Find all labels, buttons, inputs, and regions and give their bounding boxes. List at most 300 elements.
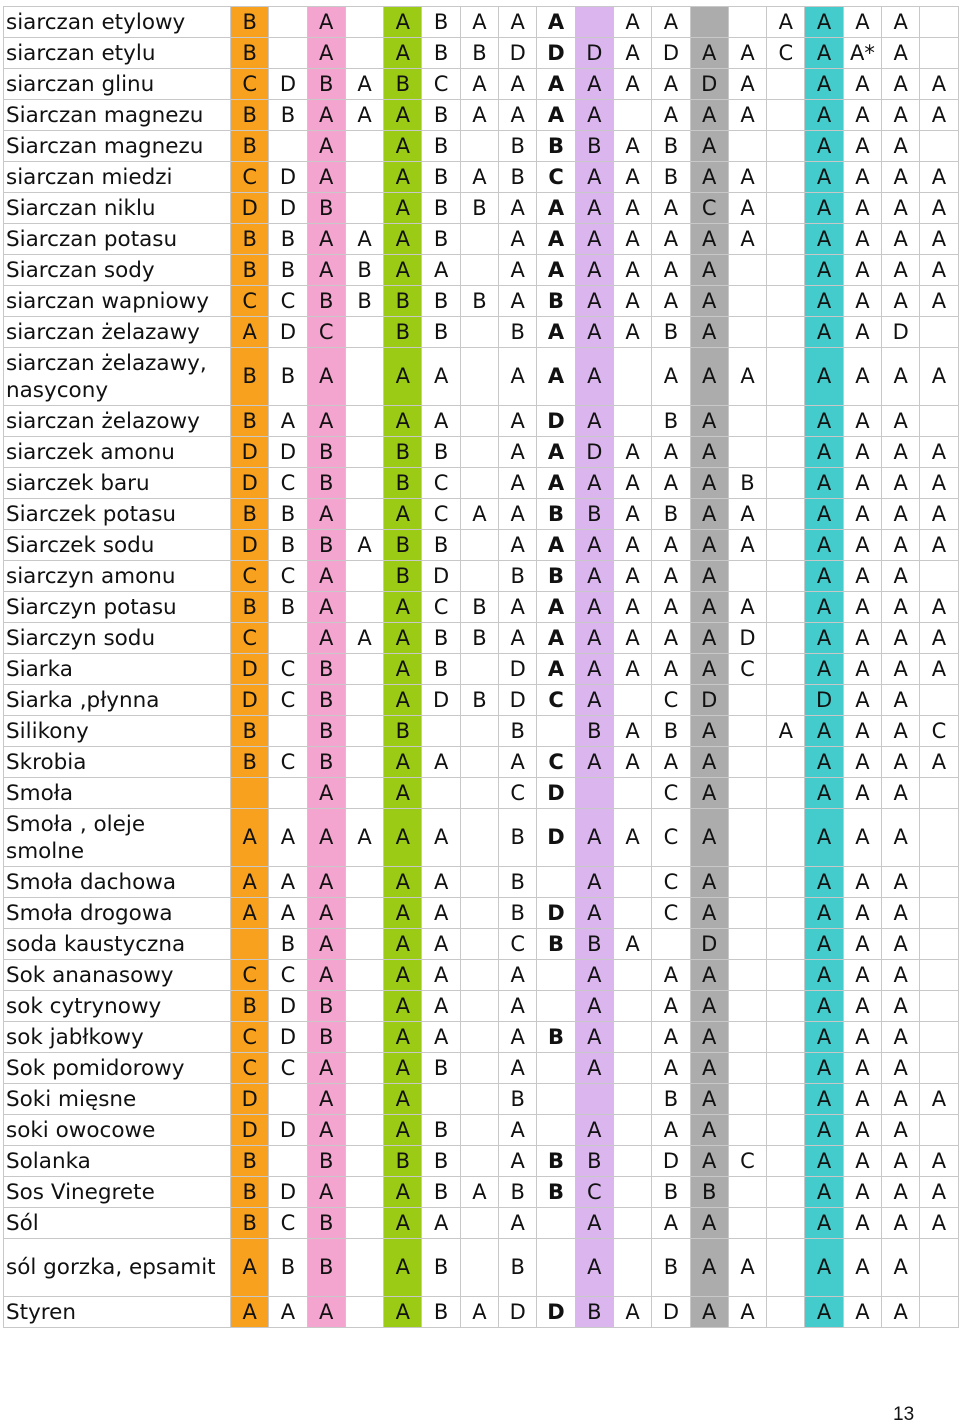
rating-cell [460, 654, 498, 685]
rating-cell: A [575, 991, 613, 1022]
rating-cell [345, 960, 383, 991]
rating-cell: D [499, 654, 537, 685]
rating-cell: B [307, 530, 345, 561]
page-number: 13 [893, 1404, 915, 1425]
rating-cell [728, 317, 766, 348]
rating-cell: A [575, 1239, 613, 1297]
rating-cell: B [460, 193, 498, 224]
rating-cell: A [652, 623, 690, 654]
substance-name: siarczek amonu [4, 437, 231, 468]
rating-cell: C [269, 960, 307, 991]
rating-cell: A [652, 991, 690, 1022]
substance-name: Siarczyn potasu [4, 592, 231, 623]
rating-cell [345, 1022, 383, 1053]
rating-cell: A [613, 561, 651, 592]
rating-cell [728, 561, 766, 592]
rating-cell: A [575, 348, 613, 406]
rating-cell [345, 1146, 383, 1177]
rating-cell: A [767, 716, 805, 747]
rating-cell: A [805, 317, 843, 348]
rating-cell: A [384, 867, 422, 898]
rating-cell [231, 929, 269, 960]
rating-cell: A [805, 38, 843, 69]
rating-cell: D [652, 1146, 690, 1177]
rating-cell: A [537, 255, 575, 286]
rating-cell: A [575, 867, 613, 898]
rating-cell: A [728, 224, 766, 255]
rating-cell: B [460, 685, 498, 716]
rating-cell: A [652, 468, 690, 499]
rating-cell: A [613, 193, 651, 224]
rating-cell [460, 348, 498, 406]
table-row [4, 929, 959, 960]
substance-name: siarczan żelazawy [4, 317, 231, 348]
rating-cell: A [231, 317, 269, 348]
rating-cell: A [422, 960, 460, 991]
rating-cell: A [307, 561, 345, 592]
rating-cell: B [231, 7, 269, 38]
rating-cell: A [345, 809, 383, 867]
rating-cell: B [307, 468, 345, 499]
rating-cell: B [652, 1239, 690, 1297]
rating-cell: B [269, 929, 307, 960]
rating-cell: A [613, 592, 651, 623]
rating-cell: B [422, 654, 460, 685]
rating-cell: A [384, 499, 422, 530]
rating-cell: A [575, 747, 613, 778]
rating-cell [767, 809, 805, 867]
rating-cell [460, 131, 498, 162]
rating-cell: C [269, 286, 307, 317]
rating-cell: A [805, 468, 843, 499]
rating-cell: A [384, 1239, 422, 1297]
rating-cell: B [728, 468, 766, 499]
rating-cell: A [728, 1297, 766, 1328]
rating-cell: A [384, 193, 422, 224]
rating-cell: A [843, 898, 881, 929]
rating-cell: A [920, 348, 958, 406]
rating-cell: A [269, 406, 307, 437]
rating-cell: D [422, 561, 460, 592]
rating-cell [728, 960, 766, 991]
rating-cell [613, 867, 651, 898]
rating-cell: A [307, 131, 345, 162]
rating-cell: A [307, 809, 345, 867]
rating-cell: A [652, 1053, 690, 1084]
rating-cell: B [460, 623, 498, 654]
rating-cell [269, 131, 307, 162]
rating-cell: B [422, 131, 460, 162]
rating-cell: B [499, 1239, 537, 1297]
rating-cell: A [422, 348, 460, 406]
rating-cell [345, 7, 383, 38]
rating-cell [537, 867, 575, 898]
rating-cell: B [269, 255, 307, 286]
table-row [4, 317, 959, 348]
substance-name: soda kaustyczna [4, 929, 231, 960]
rating-cell [728, 131, 766, 162]
rating-cell: A [690, 960, 728, 991]
rating-cell [920, 898, 958, 929]
rating-cell [920, 778, 958, 809]
rating-cell: A [882, 1053, 920, 1084]
rating-cell: D [499, 685, 537, 716]
rating-cell [920, 867, 958, 898]
rating-cell: A [843, 131, 881, 162]
table-row [4, 499, 959, 530]
rating-cell [728, 1115, 766, 1146]
rating-cell [920, 991, 958, 1022]
rating-cell: A [384, 1177, 422, 1208]
rating-cell: A [805, 1297, 843, 1328]
rating-cell: A [728, 530, 766, 561]
rating-cell [728, 685, 766, 716]
rating-cell [537, 1084, 575, 1115]
rating-cell: D [231, 1115, 269, 1146]
rating-cell: A [805, 1239, 843, 1297]
rating-cell: A [920, 499, 958, 530]
rating-cell: A [690, 592, 728, 623]
rating-cell [345, 561, 383, 592]
rating-cell: B [422, 286, 460, 317]
rating-cell: D [231, 193, 269, 224]
rating-cell: A [652, 286, 690, 317]
rating-cell: A [384, 1115, 422, 1146]
rating-cell: A [920, 1208, 958, 1239]
rating-cell [231, 778, 269, 809]
rating-cell: A [882, 437, 920, 468]
rating-cell [767, 592, 805, 623]
rating-cell: A [307, 960, 345, 991]
rating-cell: A [231, 867, 269, 898]
rating-cell [767, 406, 805, 437]
rating-cell: A [307, 778, 345, 809]
rating-cell: C [422, 468, 460, 499]
rating-cell: A [384, 348, 422, 406]
rating-cell: A [307, 1177, 345, 1208]
rating-cell: A [690, 1297, 728, 1328]
table-row [4, 162, 959, 193]
rating-cell: A [728, 38, 766, 69]
rating-cell [920, 1022, 958, 1053]
rating-cell: A [843, 286, 881, 317]
rating-cell: A [882, 1239, 920, 1297]
rating-cell: A [613, 286, 651, 317]
substance-name: Sok ananasowy [4, 960, 231, 991]
rating-cell: A [575, 286, 613, 317]
rating-cell: B [499, 809, 537, 867]
rating-cell: A [422, 1022, 460, 1053]
rating-cell: B [537, 561, 575, 592]
rating-cell: D [882, 317, 920, 348]
rating-cell [613, 406, 651, 437]
rating-cell: B [422, 224, 460, 255]
table-row [4, 406, 959, 437]
substance-name: Sok pomidorowy [4, 1053, 231, 1084]
rating-cell: B [307, 991, 345, 1022]
rating-cell: A [805, 778, 843, 809]
rating-cell [460, 1208, 498, 1239]
substance-name: Siarczan magnezu [4, 100, 231, 131]
rating-cell: A [920, 592, 958, 623]
rating-cell: A [384, 1297, 422, 1328]
rating-cell [345, 654, 383, 685]
substance-name: Sos Vinegrete [4, 1177, 231, 1208]
rating-cell: A [613, 468, 651, 499]
rating-cell: B [422, 1297, 460, 1328]
rating-cell: A [690, 162, 728, 193]
rating-cell: B [231, 406, 269, 437]
rating-cell [345, 592, 383, 623]
rating-cell: B [345, 286, 383, 317]
rating-cell [767, 224, 805, 255]
rating-cell [767, 1022, 805, 1053]
rating-cell: A [575, 592, 613, 623]
rating-cell: B [652, 716, 690, 747]
rating-cell: A [805, 1084, 843, 1115]
rating-cell [767, 1053, 805, 1084]
rating-cell [767, 100, 805, 131]
rating-cell: A [882, 69, 920, 100]
rating-cell: A [575, 530, 613, 561]
rating-cell: A [843, 499, 881, 530]
rating-cell: A [307, 348, 345, 406]
rating-cell: C [269, 685, 307, 716]
rating-cell: A [269, 1297, 307, 1328]
rating-cell: A [499, 468, 537, 499]
rating-cell: A [920, 623, 958, 654]
rating-cell: A [499, 69, 537, 100]
rating-cell: A [805, 1022, 843, 1053]
rating-cell: A [422, 809, 460, 867]
rating-cell: A [882, 1115, 920, 1146]
rating-cell: A [384, 7, 422, 38]
rating-cell [767, 1208, 805, 1239]
rating-cell: B [499, 317, 537, 348]
rating-cell: A [307, 38, 345, 69]
rating-cell: D [537, 38, 575, 69]
rating-cell: A [384, 685, 422, 716]
rating-cell: D [231, 468, 269, 499]
rating-cell [920, 406, 958, 437]
rating-cell: A [384, 406, 422, 437]
rating-cell: A [690, 437, 728, 468]
rating-cell: A [384, 1053, 422, 1084]
rating-cell: A [690, 255, 728, 286]
rating-cell: A [805, 1053, 843, 1084]
rating-cell: B [575, 499, 613, 530]
rating-cell [460, 1115, 498, 1146]
table-row [4, 960, 959, 991]
rating-cell: C [537, 747, 575, 778]
rating-cell: A [805, 162, 843, 193]
rating-cell [728, 747, 766, 778]
rating-cell: B [460, 592, 498, 623]
rating-cell: A [384, 1084, 422, 1115]
rating-cell: A [690, 224, 728, 255]
rating-cell [460, 809, 498, 867]
rating-cell: A [652, 7, 690, 38]
substance-name: Siarczan potasu [4, 224, 231, 255]
substance-name: Siarczek potasu [4, 499, 231, 530]
substance-name: sok jabłkowy [4, 1022, 231, 1053]
rating-cell: A [422, 406, 460, 437]
rating-cell: B [422, 1115, 460, 1146]
rating-cell: A [882, 406, 920, 437]
rating-cell: B [460, 38, 498, 69]
rating-cell: A [882, 561, 920, 592]
rating-cell: A [882, 7, 920, 38]
rating-cell [345, 1239, 383, 1297]
rating-cell: B [537, 1146, 575, 1177]
table-row [4, 561, 959, 592]
rating-cell: B [269, 100, 307, 131]
rating-cell [613, 1084, 651, 1115]
rating-cell: B [345, 255, 383, 286]
rating-cell [728, 7, 766, 38]
rating-cell [728, 716, 766, 747]
rating-cell: A [499, 1146, 537, 1177]
rating-cell: A [575, 809, 613, 867]
rating-cell: A [690, 530, 728, 561]
rating-cell: A [882, 654, 920, 685]
rating-cell [767, 1239, 805, 1297]
rating-cell: C [269, 747, 307, 778]
rating-cell: A [882, 1084, 920, 1115]
rating-cell [460, 960, 498, 991]
rating-cell [345, 348, 383, 406]
rating-cell: A [307, 7, 345, 38]
rating-cell: B [307, 747, 345, 778]
rating-cell [345, 1053, 383, 1084]
rating-cell: D [499, 1297, 537, 1328]
rating-cell: A [805, 747, 843, 778]
rating-cell: A [690, 716, 728, 747]
rating-cell: A [805, 809, 843, 867]
rating-cell: A [920, 654, 958, 685]
rating-cell: A [537, 530, 575, 561]
table-row [4, 348, 959, 406]
rating-cell: A [690, 348, 728, 406]
rating-cell [269, 778, 307, 809]
rating-cell [575, 7, 613, 38]
rating-cell: A [537, 468, 575, 499]
table-row [4, 224, 959, 255]
rating-cell: B [690, 1177, 728, 1208]
rating-cell: B [384, 317, 422, 348]
rating-cell: A [690, 778, 728, 809]
rating-cell: A [269, 867, 307, 898]
rating-cell [460, 1084, 498, 1115]
rating-cell [613, 960, 651, 991]
substance-name: siarczan wapniowy [4, 286, 231, 317]
rating-cell [728, 1022, 766, 1053]
rating-cell: A [843, 224, 881, 255]
substance-name: Siarka ,płynna [4, 685, 231, 716]
rating-cell: A [843, 592, 881, 623]
rating-cell: B [422, 1177, 460, 1208]
rating-cell: B [231, 348, 269, 406]
rating-cell: A [690, 898, 728, 929]
rating-cell: A [690, 1084, 728, 1115]
rating-cell [460, 255, 498, 286]
rating-cell: B [422, 193, 460, 224]
rating-cell: A [575, 1053, 613, 1084]
rating-cell [345, 162, 383, 193]
substance-name: siarczan glinu [4, 69, 231, 100]
rating-cell: A [728, 193, 766, 224]
rating-cell [728, 286, 766, 317]
substance-name: Siarczyn sodu [4, 623, 231, 654]
rating-cell: A [920, 468, 958, 499]
rating-cell: A [805, 69, 843, 100]
rating-cell: A [613, 162, 651, 193]
rating-cell: A [843, 716, 881, 747]
rating-cell [460, 1022, 498, 1053]
rating-cell [460, 716, 498, 747]
rating-cell: A [728, 499, 766, 530]
rating-cell: A [575, 623, 613, 654]
rating-cell: A [882, 778, 920, 809]
rating-cell: A [843, 69, 881, 100]
rating-cell: A [690, 38, 728, 69]
rating-cell [728, 991, 766, 1022]
rating-cell: A [307, 406, 345, 437]
rating-cell: A [690, 991, 728, 1022]
rating-cell: A [805, 1177, 843, 1208]
rating-cell: D [805, 685, 843, 716]
rating-cell: A [882, 960, 920, 991]
rating-cell: A [575, 100, 613, 131]
rating-cell: A [843, 255, 881, 286]
substance-name: Skrobia [4, 747, 231, 778]
rating-cell: B [384, 468, 422, 499]
rating-cell: A [843, 100, 881, 131]
rating-cell: A [613, 38, 651, 69]
rating-cell [460, 1239, 498, 1297]
table-row [4, 654, 959, 685]
table-row [4, 1084, 959, 1115]
rating-cell [767, 317, 805, 348]
rating-cell: A [843, 747, 881, 778]
table-row [4, 38, 959, 69]
rating-cell: B [460, 286, 498, 317]
rating-cell: B [231, 131, 269, 162]
table-row [4, 991, 959, 1022]
rating-cell: A [843, 1022, 881, 1053]
rating-cell: B [307, 1146, 345, 1177]
rating-cell: A [882, 224, 920, 255]
rating-cell: A [537, 654, 575, 685]
rating-cell: A [499, 530, 537, 561]
rating-cell: A [499, 100, 537, 131]
rating-cell: B [652, 131, 690, 162]
rating-cell: D [269, 1115, 307, 1146]
rating-cell: D [537, 406, 575, 437]
rating-cell: A [652, 437, 690, 468]
rating-cell [920, 1115, 958, 1146]
rating-cell: A [805, 561, 843, 592]
rating-cell: A [422, 929, 460, 960]
rating-cell: A [460, 69, 498, 100]
table-row [4, 69, 959, 100]
rating-cell: A [613, 654, 651, 685]
rating-cell: A [882, 623, 920, 654]
rating-cell: A [613, 224, 651, 255]
rating-cell: A [843, 1146, 881, 1177]
substance-name: siarczan etylowy [4, 7, 231, 38]
rating-cell: A [652, 592, 690, 623]
